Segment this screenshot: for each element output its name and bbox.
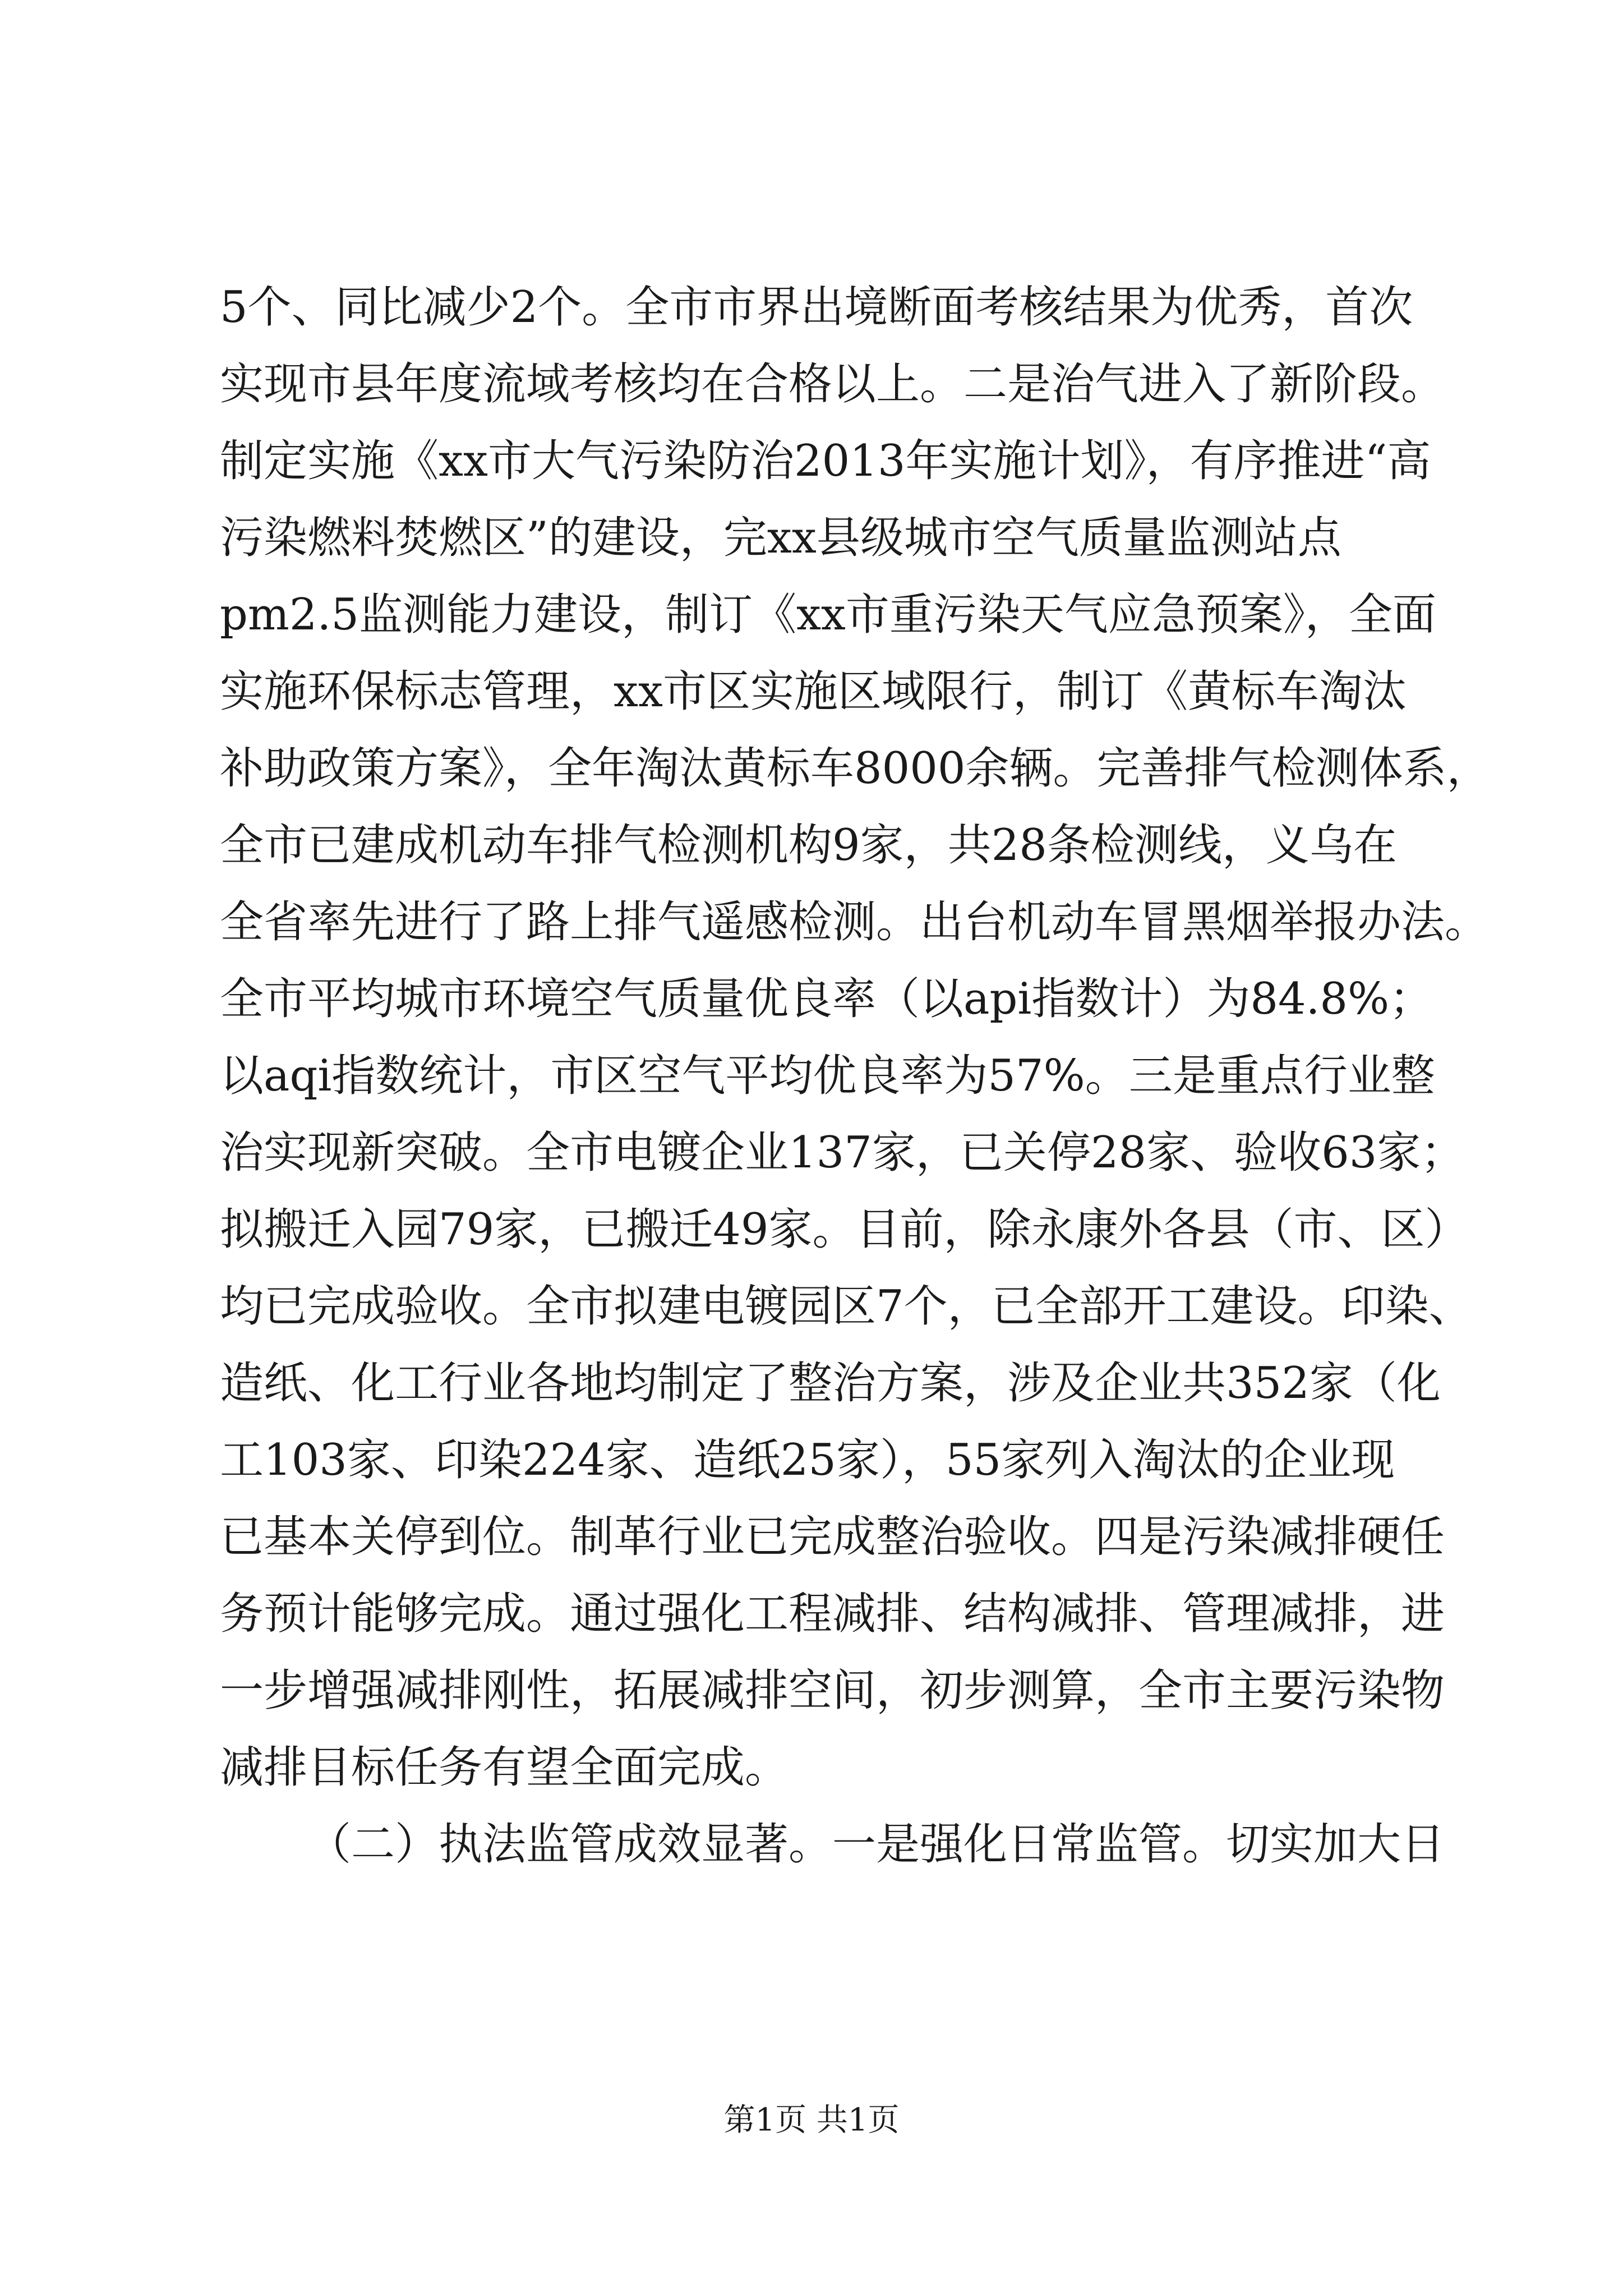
text-line: 造纸、化工行业各地均制定了整治方案，涉及企业共352家（化 <box>220 1358 1441 1409</box>
text-line: 制定实施《xx市大气污染防治2013年实施计划》，有序推进“高 <box>220 436 1431 486</box>
text-line: 工103家、印染224家、造纸25家），55家列入淘汰的企业现 <box>220 1435 1395 1485</box>
page-number-footer: 第1页 共1页 <box>723 2102 900 2138</box>
text-line: 实现市县年度流域考核均在合格以上。二是治气进入了新阶段。 <box>220 359 1445 409</box>
text-line: 补助政策方案》，全年淘汰黄标车8000余辆。完善排气检测体系， <box>220 743 1491 794</box>
body-text <box>220 269 1491 1883</box>
text-line: 实施环保标志管理，xx市区实施区域限行，制订《黄标车淘汰 <box>220 666 1407 717</box>
text-line: 务预计能够完成。通过强化工程减排、结构减排、管理减排，进 <box>220 1589 1445 1639</box>
text-line: 5个、同比减少2个。全市市界出境断面考核结果为优秀，首次 <box>220 282 1413 333</box>
text-line: 拟搬迁入园79家，已搬迁49家。目前，除永康外各县（市、区） <box>220 1204 1469 1255</box>
text-line: 污染燃料焚燃区”的建设，完xx县级城市空气质量监测站点 <box>220 513 1341 563</box>
text-line: 治实现新突破。全市电镀企业137家，已关停28家、验收63家； <box>220 1128 1465 1178</box>
text-line: 减排目标任务有望全面完成。 <box>220 1742 789 1793</box>
text-line: 已基本关停到位。制革行业已完成整治验收。四是污染减排硬任 <box>220 1512 1445 1562</box>
text-line: 均已完成验收。全市拟建电镀园区7个，已全部开工建设。印染、 <box>220 1281 1473 1332</box>
text-line: 全省率先进行了路上排气遥感检测。出台机动车冒黑烟举报办法。 <box>220 897 1489 947</box>
text-line: 一步增强减排刚性，拓展减排空间，初步测算，全市主要污染物 <box>220 1665 1445 1716</box>
section-heading-line: （二）执法监管成效显著。一是强化日常监管。切实加大日 <box>307 1819 1445 1870</box>
text-line: 全市已建成机动车排气检测机构9家，共28条检测线，义乌在 <box>220 820 1397 871</box>
text-line: 以aqi指数统计，市区空气平均优良率为57%。三是重点行业整 <box>220 1051 1435 1101</box>
text-line: 全市平均城市环境空气质量优良率（以api指数计）为84.8%； <box>220 974 1433 1024</box>
text-line: pm2.5监测能力建设，制订《xx市重污染天气应急预案》，全面 <box>220 590 1436 640</box>
